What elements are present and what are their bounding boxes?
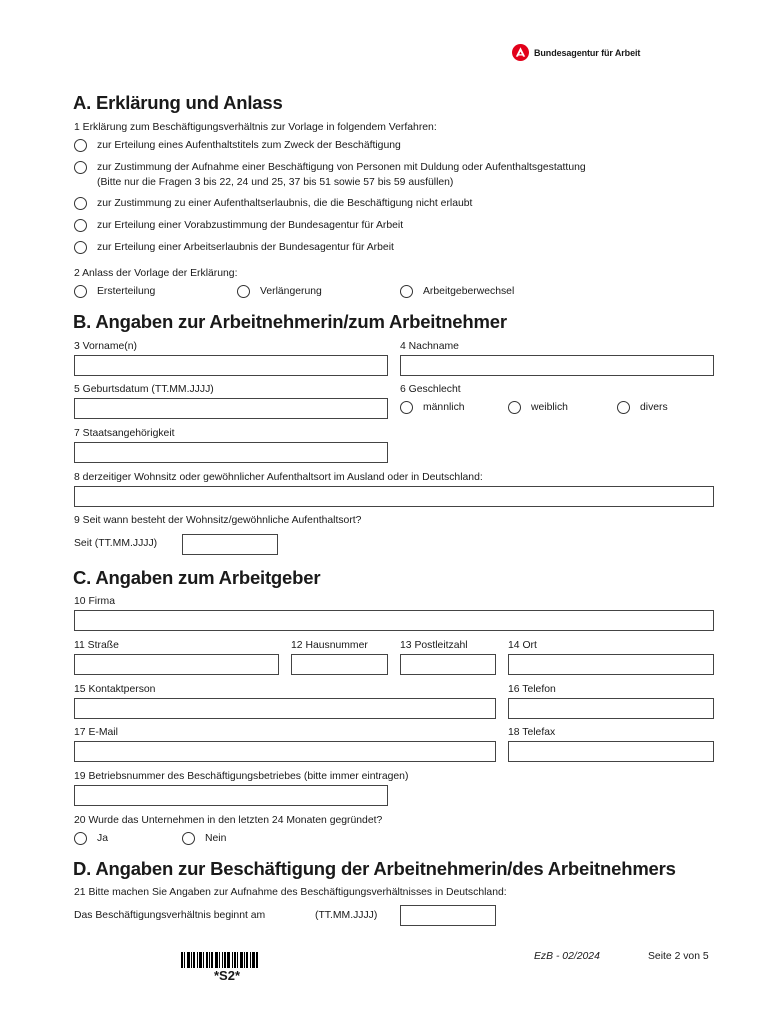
birthdate-field[interactable] bbox=[74, 398, 388, 419]
q15-label: 15 Kontaktperson bbox=[74, 684, 156, 695]
q20-label: 20 Wurde das Unternehmen in den letzten 24 Monaten gegründet? bbox=[74, 815, 383, 826]
agency-logo bbox=[512, 44, 640, 61]
q1-option2-note: (Bitte nur die Fragen 3 bis 22, 24 und 25, 37 bis 51 sowie 57 bis 59 ausfüllen) bbox=[97, 177, 454, 188]
q17-label: 17 E-Mail bbox=[74, 727, 118, 738]
page-number: Seite 2 von 5 bbox=[648, 951, 709, 962]
gender-diverse-label: divers bbox=[640, 402, 668, 413]
section-a-title: A. Erklärung und Anlass bbox=[73, 92, 283, 113]
q3-label: 3 Vorname(n) bbox=[74, 341, 137, 352]
barcode-text: *S2* bbox=[213, 968, 241, 983]
email-field[interactable] bbox=[74, 741, 496, 762]
q11-label: 11 Straße bbox=[74, 640, 119, 651]
company-number-field[interactable] bbox=[74, 785, 388, 806]
q12-label: 12 Hausnummer bbox=[291, 640, 368, 651]
nationality-field[interactable] bbox=[74, 442, 388, 463]
gender-diverse-radio[interactable] bbox=[617, 401, 630, 414]
q1-option4-radio[interactable] bbox=[74, 219, 87, 232]
section-d-title: D. Angaben zur Beschäftigung der Arbeitnehmerin/des Arbeitnehmers bbox=[73, 858, 676, 879]
q1-option5-radio[interactable] bbox=[74, 241, 87, 254]
q9-since-label: Seit (TT.MM.JJJJ) bbox=[74, 538, 158, 549]
gender-male-radio[interactable] bbox=[400, 401, 413, 414]
house-number-field[interactable] bbox=[291, 654, 388, 675]
q2-option-verlaengerung-radio[interactable] bbox=[237, 285, 250, 298]
section-c-title: C. Angaben zum Arbeitgeber bbox=[73, 567, 321, 588]
founded-yes-radio[interactable] bbox=[74, 832, 87, 845]
q2-label: 2 Anlass der Vorlage der Erklärung: bbox=[74, 268, 238, 279]
q1-option1-label: zur Erteilung eines Aufenthaltstitels zum Zweck der Beschäftigung bbox=[97, 140, 401, 151]
section-b-title: B. Angaben zur Arbeitnehmerin/zum Arbeitnehmer bbox=[73, 311, 507, 332]
postal-code-field[interactable] bbox=[400, 654, 496, 675]
founded-no-label: Nein bbox=[205, 833, 227, 844]
q1-label: 1 Erklärung zum Beschäftigungsverhältnis zur Vorlage in folgendem Verfahren: bbox=[74, 122, 437, 133]
q2-option-verlaengerung-label: Verlängerung bbox=[260, 286, 322, 297]
residence-field[interactable] bbox=[74, 486, 714, 507]
fax-field[interactable] bbox=[508, 741, 714, 762]
barcode bbox=[181, 952, 273, 968]
q10-label: 10 Firma bbox=[74, 596, 115, 607]
q2-option-arbeitgeberwechsel-label: Arbeitgeberwechsel bbox=[423, 286, 515, 297]
q14-label: 14 Ort bbox=[508, 640, 537, 651]
q6-label: 6 Geschlecht bbox=[400, 384, 461, 395]
gender-male-label: männlich bbox=[423, 402, 465, 413]
first-name-field[interactable] bbox=[74, 355, 388, 376]
q8-label: 8 derzeitiger Wohnsitz oder gewöhnlicher Aufenthaltsort im Ausland oder in Deutschland: bbox=[74, 472, 483, 483]
q1-option3-label: zur Zustimmung zu einer Aufenthaltserlaubnis, die die Beschäftigung nicht erlaubt bbox=[97, 198, 473, 209]
gender-female-label: weiblich bbox=[531, 402, 568, 413]
agency-logo-icon bbox=[512, 44, 529, 61]
q2-option-arbeitgeberwechsel-radio[interactable] bbox=[400, 285, 413, 298]
q5-label: 5 Geburtsdatum (TT.MM.JJJJ) bbox=[74, 384, 214, 395]
q16-label: 16 Telefon bbox=[508, 684, 556, 695]
last-name-field[interactable] bbox=[400, 355, 714, 376]
q18-label: 18 Telefax bbox=[508, 727, 556, 738]
q1-option2-radio[interactable] bbox=[74, 161, 87, 174]
form-code: EzB - 02/2024 bbox=[534, 951, 600, 962]
founded-no-radio[interactable] bbox=[182, 832, 195, 845]
company-field[interactable] bbox=[74, 610, 714, 631]
residence-since-field[interactable] bbox=[182, 534, 278, 555]
agency-name: Bundesagentur für Arbeit bbox=[534, 47, 641, 58]
q1-option3-radio[interactable] bbox=[74, 197, 87, 210]
q2-option-ersterteilung-radio[interactable] bbox=[74, 285, 87, 298]
city-field[interactable] bbox=[508, 654, 714, 675]
q13-label: 13 Postleitzahl bbox=[400, 640, 468, 651]
phone-field[interactable] bbox=[508, 698, 714, 719]
q21-start-label: Das Beschäftigungsverhältnis beginnt am bbox=[74, 910, 266, 921]
q1-option5-label: zur Erteilung einer Arbeitserlaubnis der Bundesagentur für Arbeit bbox=[97, 242, 394, 253]
q9-label: 9 Seit wann besteht der Wohnsitz/gewöhnliche Aufenthaltsort? bbox=[74, 515, 362, 526]
q4-label: 4 Nachname bbox=[400, 341, 459, 352]
q1-option4-label: zur Erteilung einer Vorabzustimmung der Bundesagentur für Arbeit bbox=[97, 220, 404, 231]
employment-start-field[interactable] bbox=[400, 905, 496, 926]
q19-label: 19 Betriebsnummer des Beschäftigungsbetriebes (bitte immer eintragen) bbox=[74, 771, 409, 782]
q1-option1-radio[interactable] bbox=[74, 139, 87, 152]
street-field[interactable] bbox=[74, 654, 279, 675]
contact-person-field[interactable] bbox=[74, 698, 496, 719]
founded-yes-label: Ja bbox=[97, 833, 108, 844]
q7-label: 7 Staatsangehörigkeit bbox=[74, 428, 175, 439]
gender-female-radio[interactable] bbox=[508, 401, 521, 414]
q2-option-ersterteilung-label: Ersterteilung bbox=[97, 286, 156, 297]
q21-label: 21 Bitte machen Sie Angaben zur Aufnahme des Beschäftigungsverhältnisses in Deutschland: bbox=[74, 887, 507, 898]
q21-date-format: (TT.MM.JJJJ) bbox=[315, 910, 378, 921]
q1-option2-label: zur Zustimmung der Aufnahme einer Beschäftigung von Personen mit Duldung oder Aufenthaltsgestattung bbox=[97, 162, 586, 173]
